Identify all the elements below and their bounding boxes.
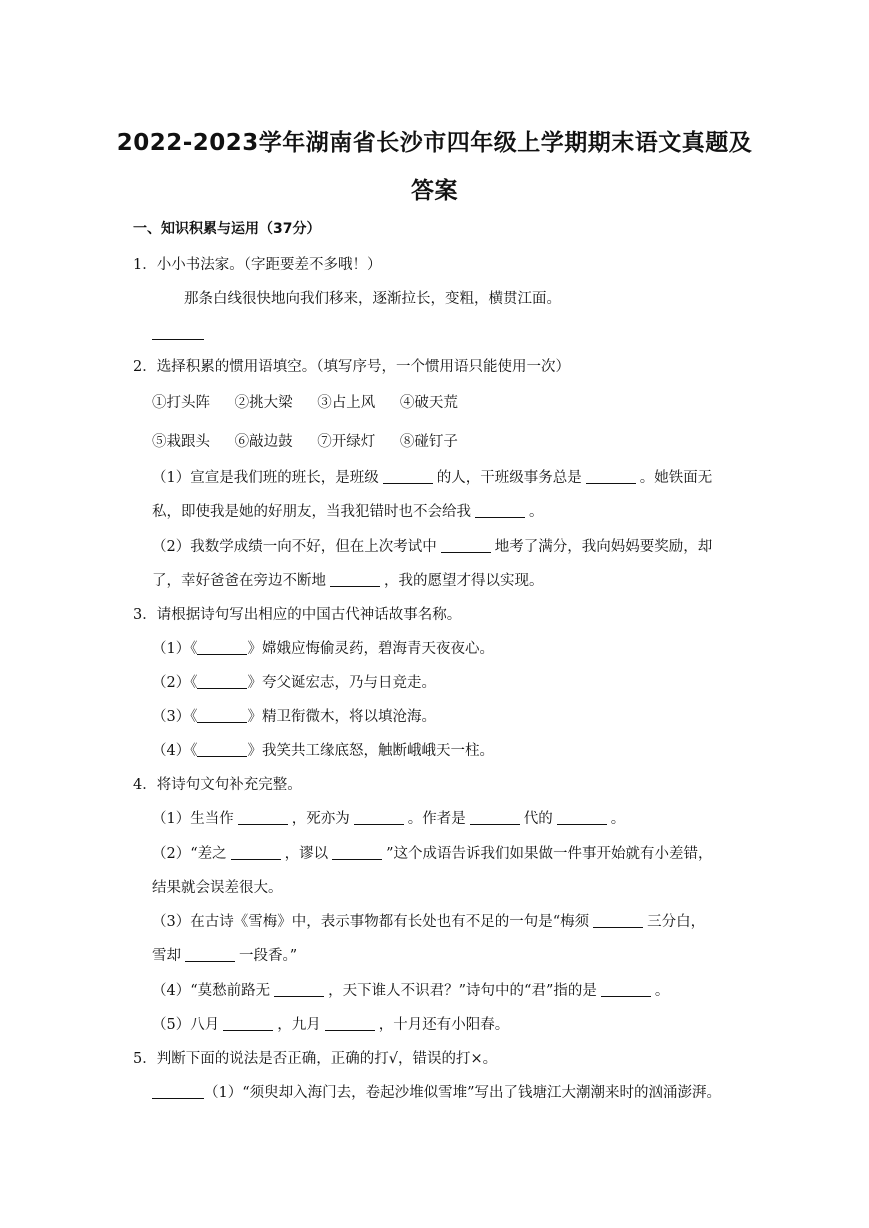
- option: ⑧碰钉子: [399, 434, 458, 450]
- option: ⑥敲边鼓: [234, 434, 293, 450]
- question-4-part-4: （4）“莫愁前路无 ，天下谁人不识君？”诗句中的“君”指的是 。: [152, 983, 670, 999]
- question-3-item-2: （2）《 》夸父诞宏志，乃与日竞走。: [152, 675, 436, 691]
- option: ①打头阵: [152, 395, 210, 411]
- question-4-stem: 4．将诗句文句补充完整。: [133, 777, 302, 793]
- question-3-stem: 3．请根据诗句写出相应的中国古代神话故事名称。: [133, 607, 462, 623]
- document-title-line-2: 答案: [411, 178, 458, 204]
- question-2-options-row-1: [152, 391, 458, 412]
- question-4-part-3-line-2: 雪却 一段香。”: [152, 948, 298, 964]
- document-title-line-1: 2022-2023学年湖南省长沙市四年级上学期期末语文真题及: [116, 130, 753, 156]
- question-5-stem: 5．判断下面的说法是否正确，正确的打√，错误的打×。: [133, 1051, 498, 1067]
- option: ⑤栽跟头: [152, 434, 210, 450]
- option: ④破天荒: [399, 395, 458, 411]
- question-3-item-3: （3）《 》精卫衔微木，将以填沧海。: [152, 709, 436, 725]
- question-4-part-5: （5）八月 ，九月 ，十月还有小阳春。: [152, 1017, 510, 1033]
- question-2-stem: 2．选择积累的惯用语填空。（填写序号，一个惯用语只能使用一次）: [133, 359, 570, 375]
- question-5-item-1: （1）“须臾却入海门去，卷起沙堆似雪堆”写出了钱塘江大潮潮来时的汹涌澎湃。: [152, 1081, 721, 1102]
- option: ⑦开绿灯: [317, 434, 376, 450]
- option: ③占上风: [317, 395, 376, 411]
- question-4-part-1: （1）生当作 ，死亦为 。作者是 代的 。: [152, 811, 626, 827]
- question-2-part-1-line-2: 私，即使我是她的好朋友，当我犯错时也不会给我 。: [152, 504, 544, 520]
- question-3-item-1: （1）《 》嫦娥应悔偷灵药，碧海青天夜夜心。: [152, 641, 494, 657]
- question-3-item-4: （4）《 》我笑共工缘底怒，触断峨峨天一柱。: [152, 743, 494, 759]
- section-heading: 一、知识积累与运用（37分）: [133, 221, 321, 237]
- question-4-part-2-line-1: （2）“差之 ，谬以 ”这个成语告诉我们如果做一件事开始就有小差错，: [152, 846, 713, 862]
- option: ②挑大梁: [234, 395, 293, 411]
- question-1-text: 那条白线很快地向我们移来，逐渐拉长，变粗，横贯江面。: [184, 291, 561, 307]
- question-1-stem: 1．小小书法家。（字距要差不多哦！）: [133, 257, 382, 273]
- question-4-part-2-line-2: 结果就会误差很大。: [152, 880, 283, 896]
- question-2-part-2-line-2: 了，幸好爸爸在旁边不断地 ，我的愿望才得以实现。: [152, 573, 544, 589]
- question-2-part-1-line-1: （1）宣宣是我们班的班长，是班级 的人，干班级事务总是 。她铁面无: [152, 470, 713, 486]
- question-4-part-3-line-1: （3）在古诗《雪梅》中，表示事物都有长处也有不足的一句是“梅须 三分白，: [152, 914, 706, 930]
- question-2-options-row-2: [152, 430, 458, 451]
- question-2-part-2-line-1: （2）我数学成绩一向不好，但在上次考试中 地考了满分，我向妈妈要奖励，却: [152, 539, 713, 555]
- question-1-answer-line: [152, 326, 204, 342]
